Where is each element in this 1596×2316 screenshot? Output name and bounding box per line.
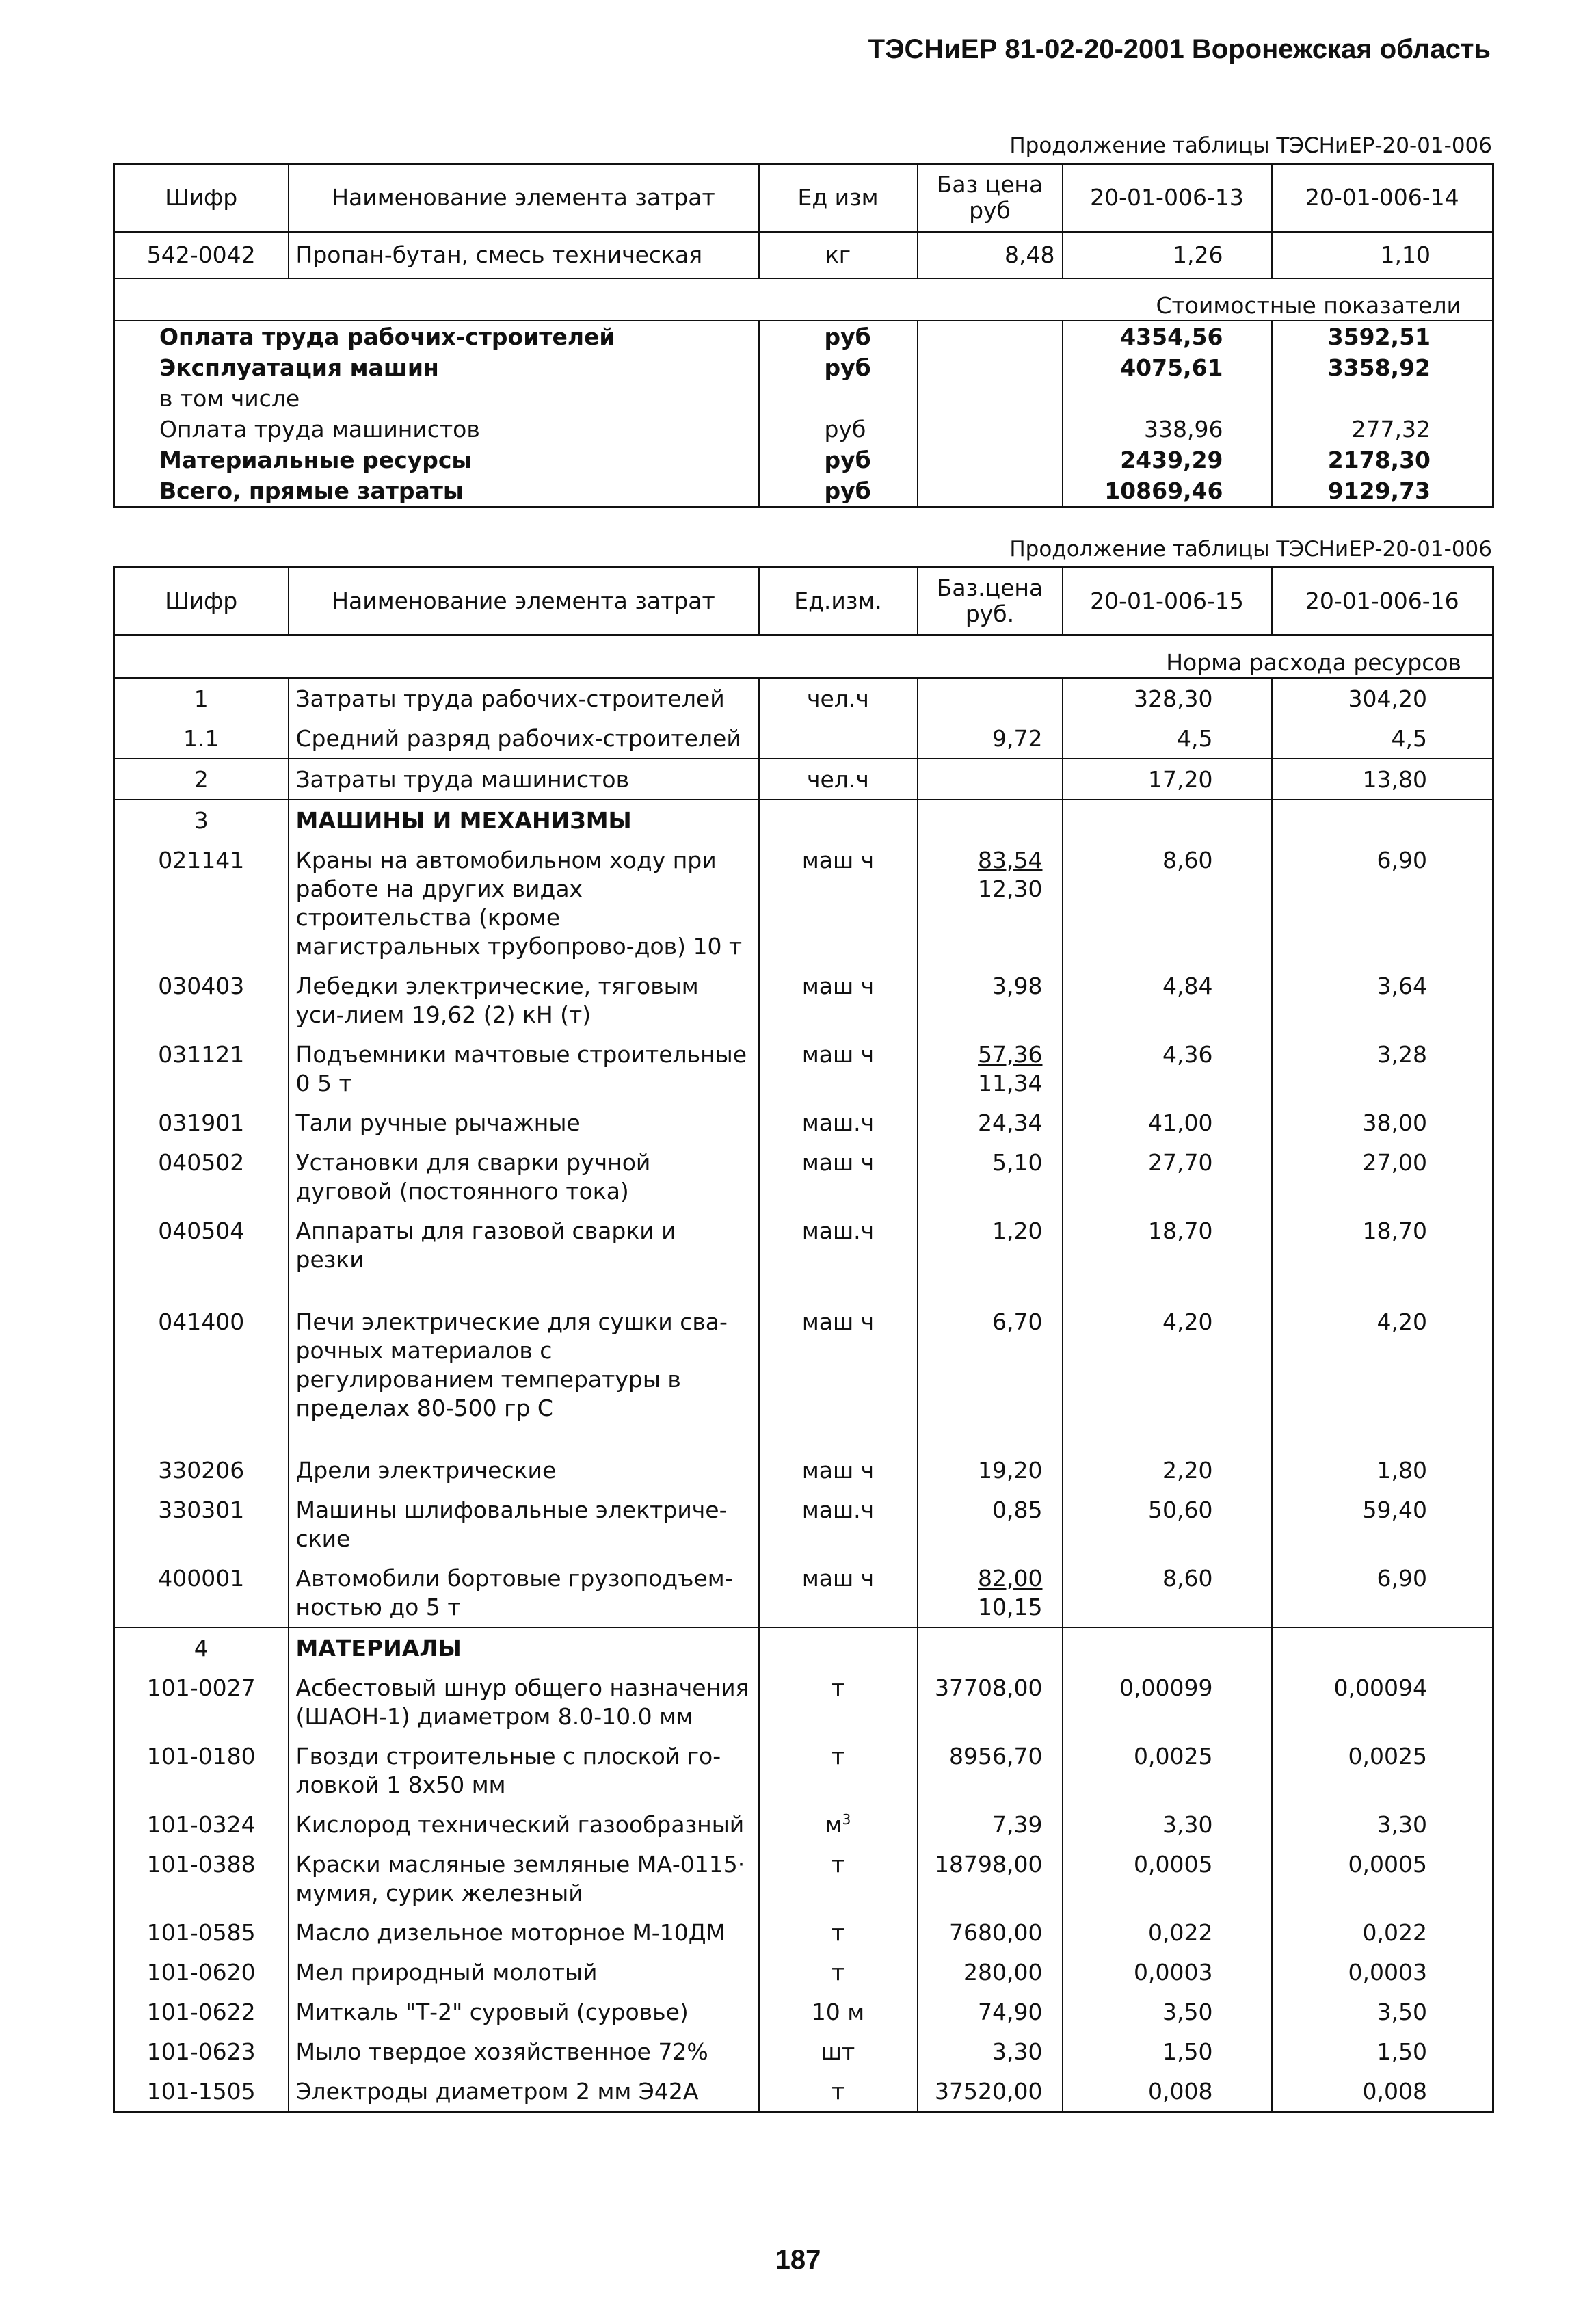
cell-code: 031121 (114, 1034, 289, 1103)
price-value: 1,20 (992, 1217, 1043, 1244)
table-row (114, 1302, 1493, 1450)
cell-price (918, 1302, 1063, 1450)
unit-text: маш ч (801, 1308, 875, 1335)
cell-unit (759, 1558, 918, 1627)
cell-unit (759, 2071, 918, 2112)
table-row (114, 759, 1493, 800)
price-value: 18798,00 (935, 1850, 1043, 1878)
cell-price (918, 678, 1063, 718)
section-label: Норма расхода ресурсов (114, 635, 1493, 678)
cost-unit: руб (759, 445, 918, 475)
cost-value: 3592,51 (1272, 321, 1493, 352)
unit-text: маш ч (801, 1040, 875, 1068)
cell-unit: кг (759, 232, 918, 278)
table-row (114, 1912, 1493, 1952)
unit-text: т (831, 1674, 845, 1701)
price-value: 37520,00 (935, 2077, 1043, 2105)
cost-value: 2439,29 (1063, 445, 1272, 475)
cell-price (918, 800, 1063, 840)
cell-value: 0,022 (1272, 1912, 1493, 1952)
cell-unit (759, 718, 918, 759)
cell-code: 330301 (114, 1490, 289, 1558)
page-number: 187 (775, 2245, 821, 2275)
cell-code: 101-1505 (114, 2071, 289, 2112)
price-value: 3,30 (992, 2038, 1043, 2065)
cell-price (918, 1142, 1063, 1211)
cell-unit (759, 1142, 918, 1211)
cell-unit (759, 2031, 918, 2071)
cell-unit (759, 1844, 918, 1912)
cell-name: Автомобили бортовые грузоподъем-ностью до 5 т (289, 1558, 759, 1627)
cost-unit: руб (759, 475, 918, 508)
price-value: 9,72 (992, 724, 1043, 752)
cell-unit (759, 1103, 918, 1142)
price-value: 3,98 (992, 972, 1043, 999)
cell-price (918, 840, 1063, 966)
cell-value: 0,0003 (1272, 1952, 1493, 1992)
cell-value: 1,10 (1272, 232, 1493, 278)
cell-code: 4 (114, 1627, 289, 1668)
cell-name: МАШИНЫ И МЕХАНИЗМЫ (289, 800, 759, 840)
table-row (114, 1142, 1493, 1211)
cell-value: 0,008 (1063, 2071, 1272, 2112)
unit-text: 10 м (811, 1998, 865, 2025)
cost-name: Всего, прямые затраты (114, 475, 759, 508)
cell-unit (759, 1490, 918, 1558)
col-header: 20-01-006-13 (1063, 164, 1272, 232)
cost-value: 2178,30 (1272, 445, 1493, 475)
cell-unit (759, 1302, 918, 1450)
table2-header-row (114, 568, 1493, 635)
unit-text: маш.ч (801, 1496, 875, 1523)
price-value: 57,36 (978, 1040, 1043, 1068)
cost-value: 9129,73 (1272, 475, 1493, 508)
col-header: Ед.изм. (759, 568, 918, 635)
cost-unit: руб (759, 414, 918, 445)
cell-value: 13,80 (1272, 759, 1493, 800)
cell-value: 4,20 (1272, 1302, 1493, 1450)
resources-table (113, 566, 1494, 2113)
table-row (114, 1736, 1493, 1804)
cell-code: 101-0388 (114, 1844, 289, 1912)
cost-value: 338,96 (1063, 414, 1272, 445)
cell-value: 6,90 (1272, 1558, 1493, 1627)
table-row (114, 232, 1493, 278)
table-row (114, 352, 1493, 383)
cost-table (113, 163, 1494, 508)
unit-text: т (831, 1850, 845, 1878)
cell-name: Средний разряд рабочих-строителей (289, 718, 759, 759)
price-value: 0,85 (992, 1496, 1043, 1523)
table-row (114, 2031, 1493, 2071)
cell-unit (759, 1736, 918, 1804)
unit-superscript: 3 (842, 1811, 851, 1828)
cell-value: 0,022 (1063, 1912, 1272, 1952)
cell-code: 1 (114, 678, 289, 718)
cell-unit (759, 1668, 918, 1736)
cell-value: 18,70 (1272, 1211, 1493, 1302)
col-header: Наименование элемента затрат (289, 568, 759, 635)
cell-value (1272, 1627, 1493, 1668)
cell-unit (759, 1211, 918, 1302)
table-row (114, 1490, 1493, 1558)
section-row (114, 278, 1493, 321)
table-row (114, 966, 1493, 1034)
table-row (114, 1450, 1493, 1490)
cost-value: 10869,46 (1063, 475, 1272, 508)
cell-code: 330206 (114, 1450, 289, 1490)
price-value: 24,34 (978, 1109, 1043, 1136)
cell-value: 8,60 (1063, 840, 1272, 966)
unit-text: т (831, 1958, 845, 1986)
cell-unit (759, 1804, 918, 1844)
table2-caption: Продолжение таблицы ТЭСНиЕР-20-01-006 (1009, 537, 1492, 562)
cell-name: Краны на автомобильном ходу при работе на других видах строительства (кроме магистральных трубопрово-дов) 10 т (289, 840, 759, 966)
price-value: 6,70 (992, 1308, 1043, 1335)
table-row (114, 445, 1493, 475)
cell-code: 031901 (114, 1103, 289, 1142)
cell-value: 1,26 (1063, 232, 1272, 278)
table-row (114, 1668, 1493, 1736)
cell-unit (759, 1912, 918, 1952)
cell-code: 041400 (114, 1302, 289, 1450)
price-value: 19,20 (978, 1456, 1043, 1484)
cost-name: в том числе (114, 383, 759, 414)
cost-name: Эксплуатация машин (114, 352, 759, 383)
cell-unit (759, 800, 918, 840)
cell-price (918, 966, 1063, 1034)
cell-value: 3,64 (1272, 966, 1493, 1034)
cell-name: Машины шлифовальные электриче-ские (289, 1490, 759, 1558)
table-row (114, 840, 1493, 966)
machinist-pay-value: 12,30 (978, 875, 1043, 902)
cell-value: 3,50 (1063, 1992, 1272, 2031)
cell-value: 3,30 (1063, 1804, 1272, 1844)
cell-code: 040502 (114, 1142, 289, 1211)
page-header-title: ТЭСНиЕР 81-02-20-2001 Воронежская область (868, 34, 1491, 64)
cost-unit: руб (759, 321, 918, 352)
table-row (114, 475, 1493, 508)
cell-price (918, 1490, 1063, 1558)
cell-value: 0,008 (1272, 2071, 1493, 2112)
unit-text: маш.ч (801, 1217, 875, 1244)
cell-code: 3 (114, 800, 289, 840)
cell-value: 3,28 (1272, 1034, 1493, 1103)
unit-text: маш ч (801, 1456, 875, 1484)
cell-code: 101-0324 (114, 1804, 289, 1844)
cell-unit (759, 1627, 918, 1668)
cell-code: 542-0042 (114, 232, 289, 278)
col-header: Ед изм (759, 164, 918, 232)
cell-price (918, 1844, 1063, 1912)
cell-name: Мыло твердое хозяйственное 72% (289, 2031, 759, 2071)
price-value: 7,39 (992, 1811, 1043, 1838)
table-row (114, 383, 1493, 414)
cell-name: Затраты труда рабочих-строителей (289, 678, 759, 718)
cell-name: Тали ручные рычажные (289, 1103, 759, 1142)
table1-caption: Продолжение таблицы ТЭСНиЕР-20-01-006 (1009, 133, 1492, 158)
cell-name: Затраты труда машинистов (289, 759, 759, 800)
table1-header-row (114, 164, 1493, 232)
cell-unit (759, 759, 918, 800)
cell-name: Печи электрические для сушки сва-рочных материалов с регулированием температуры в пределах 80-500 гр С (289, 1302, 759, 1450)
unit-text: т (831, 1919, 845, 1946)
cell-code: 040504 (114, 1211, 289, 1302)
cost-name: Материальные ресурсы (114, 445, 759, 475)
cell-code: 021141 (114, 840, 289, 966)
cell-unit (759, 1992, 918, 2031)
cell-name: Дрели электрические (289, 1450, 759, 1490)
cell-value: 4,5 (1272, 718, 1493, 759)
cell-price (918, 1992, 1063, 2031)
table-row (114, 1558, 1493, 1627)
cell-value: 328,30 (1063, 678, 1272, 718)
cell-price: 8,48 (918, 232, 1063, 278)
cost-value: 4354,56 (1063, 321, 1272, 352)
cell-price (918, 1211, 1063, 1302)
cell-name: Гвозди строительные с плоской го-ловкой 1 8х50 мм (289, 1736, 759, 1804)
cell-price (918, 718, 1063, 759)
cell-value: 0,0003 (1063, 1952, 1272, 1992)
cell-value: 38,00 (1272, 1103, 1493, 1142)
cell-value: 27,70 (1063, 1142, 1272, 1211)
unit-text: м (825, 1811, 842, 1838)
price-value: 37708,00 (935, 1674, 1043, 1701)
cell-name: Краски масляные земляные МА-0115· мумия, сурик железный (289, 1844, 759, 1912)
cell-value: 6,90 (1272, 840, 1493, 966)
section-label: Стоимостные показатели (114, 278, 1493, 321)
cost-value: 277,32 (1272, 414, 1493, 445)
unit-text: маш ч (801, 1564, 875, 1592)
col-header: Баз.цена руб. (918, 568, 1063, 635)
cell-name: Электроды диаметром 2 мм Э42А (289, 2071, 759, 2112)
cost-value (1272, 383, 1493, 414)
unit-text: чел.ч (807, 765, 869, 793)
col-header: 20-01-006-14 (1272, 164, 1493, 232)
cell-value: 59,40 (1272, 1490, 1493, 1558)
cell-value: 17,20 (1063, 759, 1272, 800)
cell-name: Установки для сварки ручной дуговой (постоянного тока) (289, 1142, 759, 1211)
cell-unit (759, 1952, 918, 1992)
cell-price (918, 2071, 1063, 2112)
col-header: Шифр (114, 568, 289, 635)
cell-value: 0,0025 (1272, 1736, 1493, 1804)
cell-value: 27,00 (1272, 1142, 1493, 1211)
cost-name: Оплата труда машинистов (114, 414, 759, 445)
cell-unit (759, 966, 918, 1034)
table-row (114, 414, 1493, 445)
cell-name: Лебедки электрические, тяговым уси-лием 19,62 (2) кН (т) (289, 966, 759, 1034)
unit-text: маш ч (801, 846, 875, 873)
unit-text: маш ч (801, 972, 875, 999)
cell-code: 030403 (114, 966, 289, 1034)
cell-code: 101-0180 (114, 1736, 289, 1804)
col-header: Баз цена руб (918, 164, 1063, 232)
cell-price (918, 2031, 1063, 2071)
cell-unit (759, 1034, 918, 1103)
cell-value: 1,50 (1272, 2031, 1493, 2071)
cell-value: 1,50 (1063, 2031, 1272, 2071)
col-header: 20-01-006-16 (1272, 568, 1493, 635)
cell-value: 0,0025 (1063, 1736, 1272, 1804)
cost-unit: руб (759, 352, 918, 383)
table-row (114, 1211, 1493, 1302)
cell-price (918, 1804, 1063, 1844)
cell-price (918, 1450, 1063, 1490)
cell-value: 3,50 (1272, 1992, 1493, 2031)
cell-value: 4,36 (1063, 1034, 1272, 1103)
cell-value: 0,00099 (1063, 1668, 1272, 1736)
cell-code: 2 (114, 759, 289, 800)
cell-value (1272, 800, 1493, 840)
cell-price (918, 1627, 1063, 1668)
cell-name: Миткаль "Т-2" суровый (суровье) (289, 1992, 759, 2031)
table-row (114, 1952, 1493, 1992)
cell-value: 4,20 (1063, 1302, 1272, 1450)
price-value: 74,90 (978, 1998, 1043, 2025)
table-row (114, 718, 1493, 759)
cell-value: 1,80 (1272, 1450, 1493, 1490)
cell-name: Асбестовый шнур общего назначения (ШАОН-1) диаметром 8.0-10.0 мм (289, 1668, 759, 1736)
cell-code: 101-0622 (114, 1992, 289, 2031)
cost-value: 3358,92 (1272, 352, 1493, 383)
cell-price (918, 1952, 1063, 1992)
table-row (114, 678, 1493, 718)
cost-unit (759, 383, 918, 414)
cell-code: 400001 (114, 1558, 289, 1627)
col-header: 20-01-006-15 (1063, 568, 1272, 635)
price-value: 8956,70 (949, 1742, 1043, 1769)
cell-name: Масло дизельное моторное М-10ДМ (289, 1912, 759, 1952)
cell-name: Аппараты для газовой сварки и резки (289, 1211, 759, 1302)
cell-value (1063, 1627, 1272, 1668)
cell-value: 0,0005 (1272, 1844, 1493, 1912)
table-row (114, 1103, 1493, 1142)
unit-text: шт (821, 2038, 855, 2065)
price-value: 7680,00 (949, 1919, 1043, 1946)
cell-price (918, 1034, 1063, 1103)
cost-value: 4075,61 (1063, 352, 1272, 383)
machinist-pay-value: 10,15 (978, 1593, 1043, 1620)
cell-value: 8,60 (1063, 1558, 1272, 1627)
cell-value: 2,20 (1063, 1450, 1272, 1490)
section-row (114, 635, 1493, 678)
cost-name: Оплата труда рабочих-строителей (114, 321, 759, 352)
table-row (114, 1844, 1493, 1912)
cell-value: 0,0005 (1063, 1844, 1272, 1912)
price-value: 83,54 (978, 846, 1043, 873)
price-value: 82,00 (978, 1564, 1043, 1592)
cell-unit (759, 840, 918, 966)
cell-code: 101-0027 (114, 1668, 289, 1736)
col-header: Наименование элемента затрат (289, 164, 759, 232)
table-row (114, 800, 1493, 840)
cell-code: 101-0620 (114, 1952, 289, 1992)
cell-name: Кислород технический газообразный (289, 1804, 759, 1844)
cell-value (1063, 800, 1272, 840)
cell-value: 304,20 (1272, 678, 1493, 718)
cell-code: 1.1 (114, 718, 289, 759)
cell-name: Подъемники мачтовые строительные 0 5 т (289, 1034, 759, 1103)
unit-text: чел.ч (807, 685, 869, 712)
table-row (114, 1804, 1493, 1844)
unit-text: т (831, 2077, 845, 2105)
cell-price (918, 1912, 1063, 1952)
cell-value: 41,00 (1063, 1103, 1272, 1142)
price-value: 280,00 (963, 1958, 1043, 1986)
cell-value: 4,84 (1063, 966, 1272, 1034)
cell-unit (759, 1450, 918, 1490)
cell-value: 0,00094 (1272, 1668, 1493, 1736)
cell-value: 4,5 (1063, 718, 1272, 759)
cell-name: Мел природный молотый (289, 1952, 759, 1992)
cell-price (918, 1668, 1063, 1736)
price-value: 5,10 (992, 1148, 1043, 1176)
cell-price (918, 759, 1063, 800)
unit-text: т (831, 1742, 845, 1769)
cell-price (918, 1103, 1063, 1142)
cell-code: 101-0585 (114, 1912, 289, 1952)
unit-text: маш ч (801, 1148, 875, 1176)
col-header: Шифр (114, 164, 289, 232)
unit-text: маш.ч (801, 1109, 875, 1136)
cell-price (918, 1558, 1063, 1627)
table-row (114, 1627, 1493, 1668)
cell-unit (759, 678, 918, 718)
cell-name: Пропан-бутан, смесь техническая (289, 232, 759, 278)
machinist-pay-value: 11,34 (978, 1069, 1043, 1096)
cell-value: 18,70 (1063, 1211, 1272, 1302)
cost-value (1063, 383, 1272, 414)
cell-value: 3,30 (1272, 1804, 1493, 1844)
cell-code: 101-0623 (114, 2031, 289, 2071)
table-row (114, 1034, 1493, 1103)
cell-name: МАТЕРИАЛЫ (289, 1627, 759, 1668)
table-row (114, 321, 1493, 352)
table-row (114, 1992, 1493, 2031)
cell-price (918, 1736, 1063, 1804)
table-row (114, 2071, 1493, 2112)
cell-value: 50,60 (1063, 1490, 1272, 1558)
